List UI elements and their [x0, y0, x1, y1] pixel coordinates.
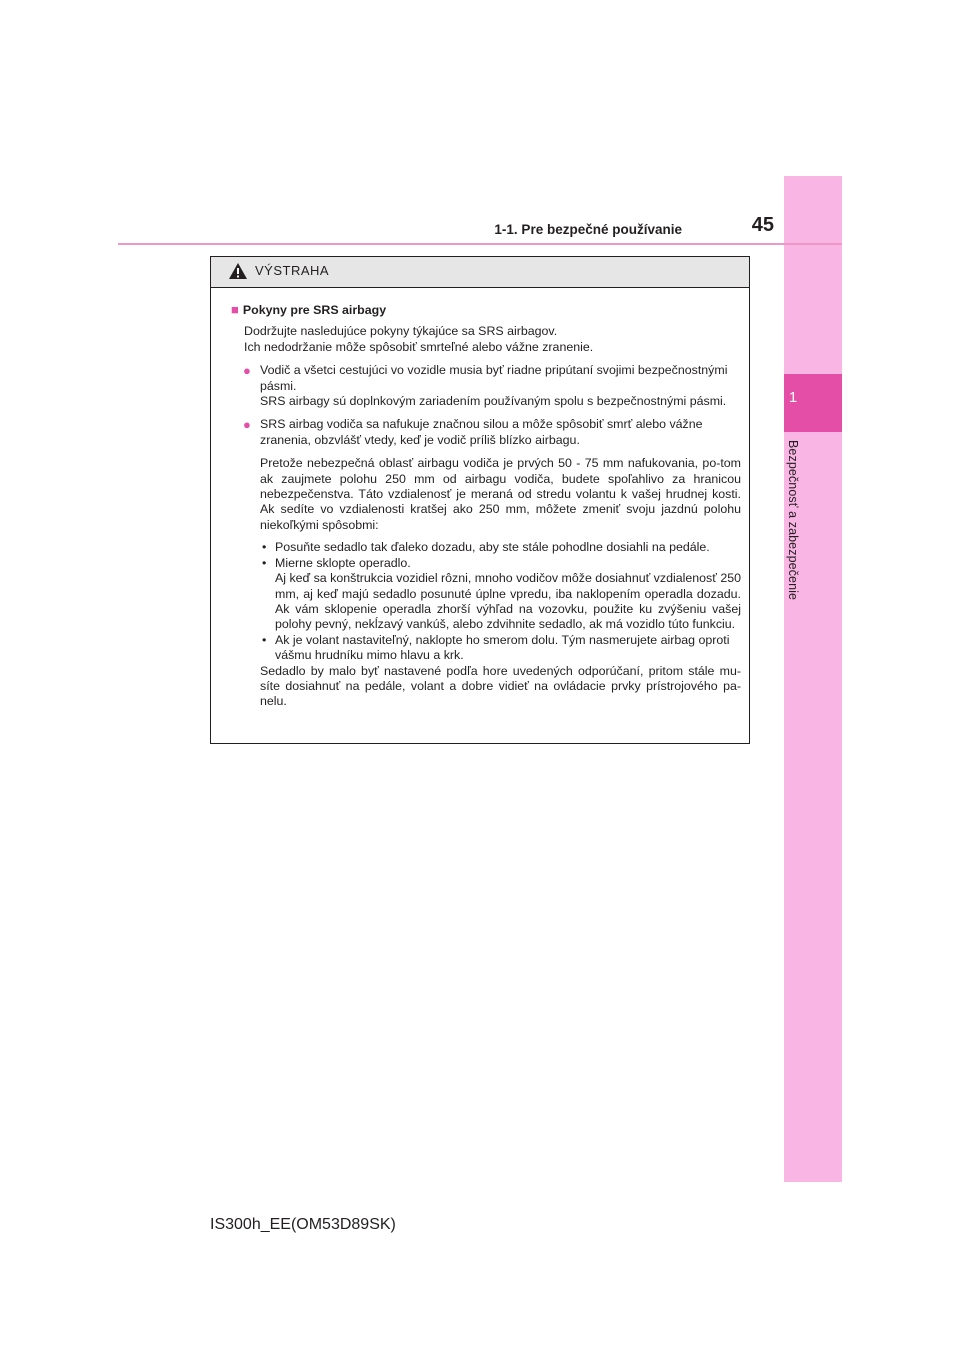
- bullet-text: SRS airbagy sú doplnkovým zariadením používaným spolu s bezpečnostnými pásmi.: [260, 394, 727, 409]
- dot-bullet-icon: •: [262, 540, 267, 555]
- chapter-side-tab: [784, 176, 842, 1182]
- list-item: [260, 556, 741, 633]
- warning-triangle-icon: [228, 262, 248, 280]
- list-item-detail: Aj keď sa konštrukcia vozidiel rôzni, mnoho vodičov môže dosiahnuť vzdialenosť 250 mm, aj keď majú sedadlo posunuté úplne vpredu, iba naklopením operadla dozadu. Ak vám sklopenie operadla zhorší výhľad na vozovku, použite ku zvýšeniu vašej polohy pevný, nekĺzavý vankúš, alebo zdvihnite sedadlo, ak má vozidlo túto funkciu.: [275, 571, 741, 632]
- header-rule: [118, 243, 842, 245]
- intro-text: [231, 324, 741, 355]
- intro-line: Ich nedodržanie môže spôsobiť smrteľné alebo vážne zranenie.: [244, 339, 594, 354]
- intro-line: Dodržujte nasledujúce pokyny týkajúce sa SRS airbagov.: [244, 324, 558, 339]
- list-item-text: Posuňte sedadlo tak ďaleko dozadu, aby ste stále pohodlne dosiahli na pedále.: [275, 540, 710, 555]
- warning-body: [211, 288, 749, 710]
- warning-title: VÝSTRAHA: [255, 263, 330, 278]
- document-id: IS300h_EE(OM53D89SK): [210, 1216, 396, 1233]
- section-heading: 1-1. Pre bezpečné používanie: [494, 222, 682, 237]
- chapter-title: Bezpečnosť a zabezpečenie: [786, 440, 800, 601]
- detail-paragraph: Pretože nebezpečná oblasť airbagu vodiča je prvých 50 - 75 mm nafukovania, po-tom ak zaujmete polohu 250 mm od airbagu vodiča, budete spoľahlivo za hranicou nebezpečenstva. Táto vzdialenosť je meraná od stredu volantu k vašej hrudnej kosti. Ak sedíte vo vzdialenosti kratšej ako 250 mm, môžete zmeniť svoju jazdnú polohu niekoľkými spôsobmi:: [260, 456, 741, 532]
- list-item-text: Ak je volant nastaviteľný, naklopte ho smerom dolu. Tým nasmerujete airbag oproti vášmu hrudníku mimo hlavu a krk.: [275, 632, 730, 663]
- circle-bullet-icon: ●: [243, 363, 251, 379]
- chapter-number: 1: [788, 389, 798, 406]
- circle-bullet-icon: ●: [243, 417, 251, 433]
- bullet-item: [231, 363, 741, 409]
- warning-box: [210, 256, 750, 744]
- bullet-text: SRS airbag vodiča sa nafukuje značnou silou a môže spôsobiť smrť alebo vážne zranenia, obzvlášť vtedy, keď je vodič príliš blízko airbagu.: [260, 417, 703, 447]
- list-item: [260, 540, 741, 555]
- bullet-detail: [231, 456, 741, 710]
- square-bullet-icon: ■: [231, 302, 239, 317]
- section-title: [231, 302, 741, 318]
- warning-header: [211, 257, 749, 288]
- page-number: 45: [751, 214, 774, 236]
- adjustment-list: [260, 540, 741, 663]
- dot-bullet-icon: •: [262, 632, 267, 647]
- list-item-text: Mierne sklopte operadlo.: [275, 555, 411, 570]
- list-item: [260, 633, 741, 664]
- bullet-text: Vodič a všetci cestujúci vo vozidle musia byť riadne pripútaní svojimi bezpečnostnými pásmi.: [260, 363, 728, 393]
- closing-paragraph: Sedadlo by malo byť nastavené podľa hore uvedených odporúčaní, pritom stále mu-síte dosiahnuť na pedále, volant a dobre vidieť na ovládacie prvky prístrojového pa-nelu.: [260, 663, 741, 709]
- dot-bullet-icon: •: [262, 555, 267, 570]
- bullet-item: [231, 417, 741, 448]
- section-title-text: Pokyny pre SRS airbagy: [242, 303, 387, 317]
